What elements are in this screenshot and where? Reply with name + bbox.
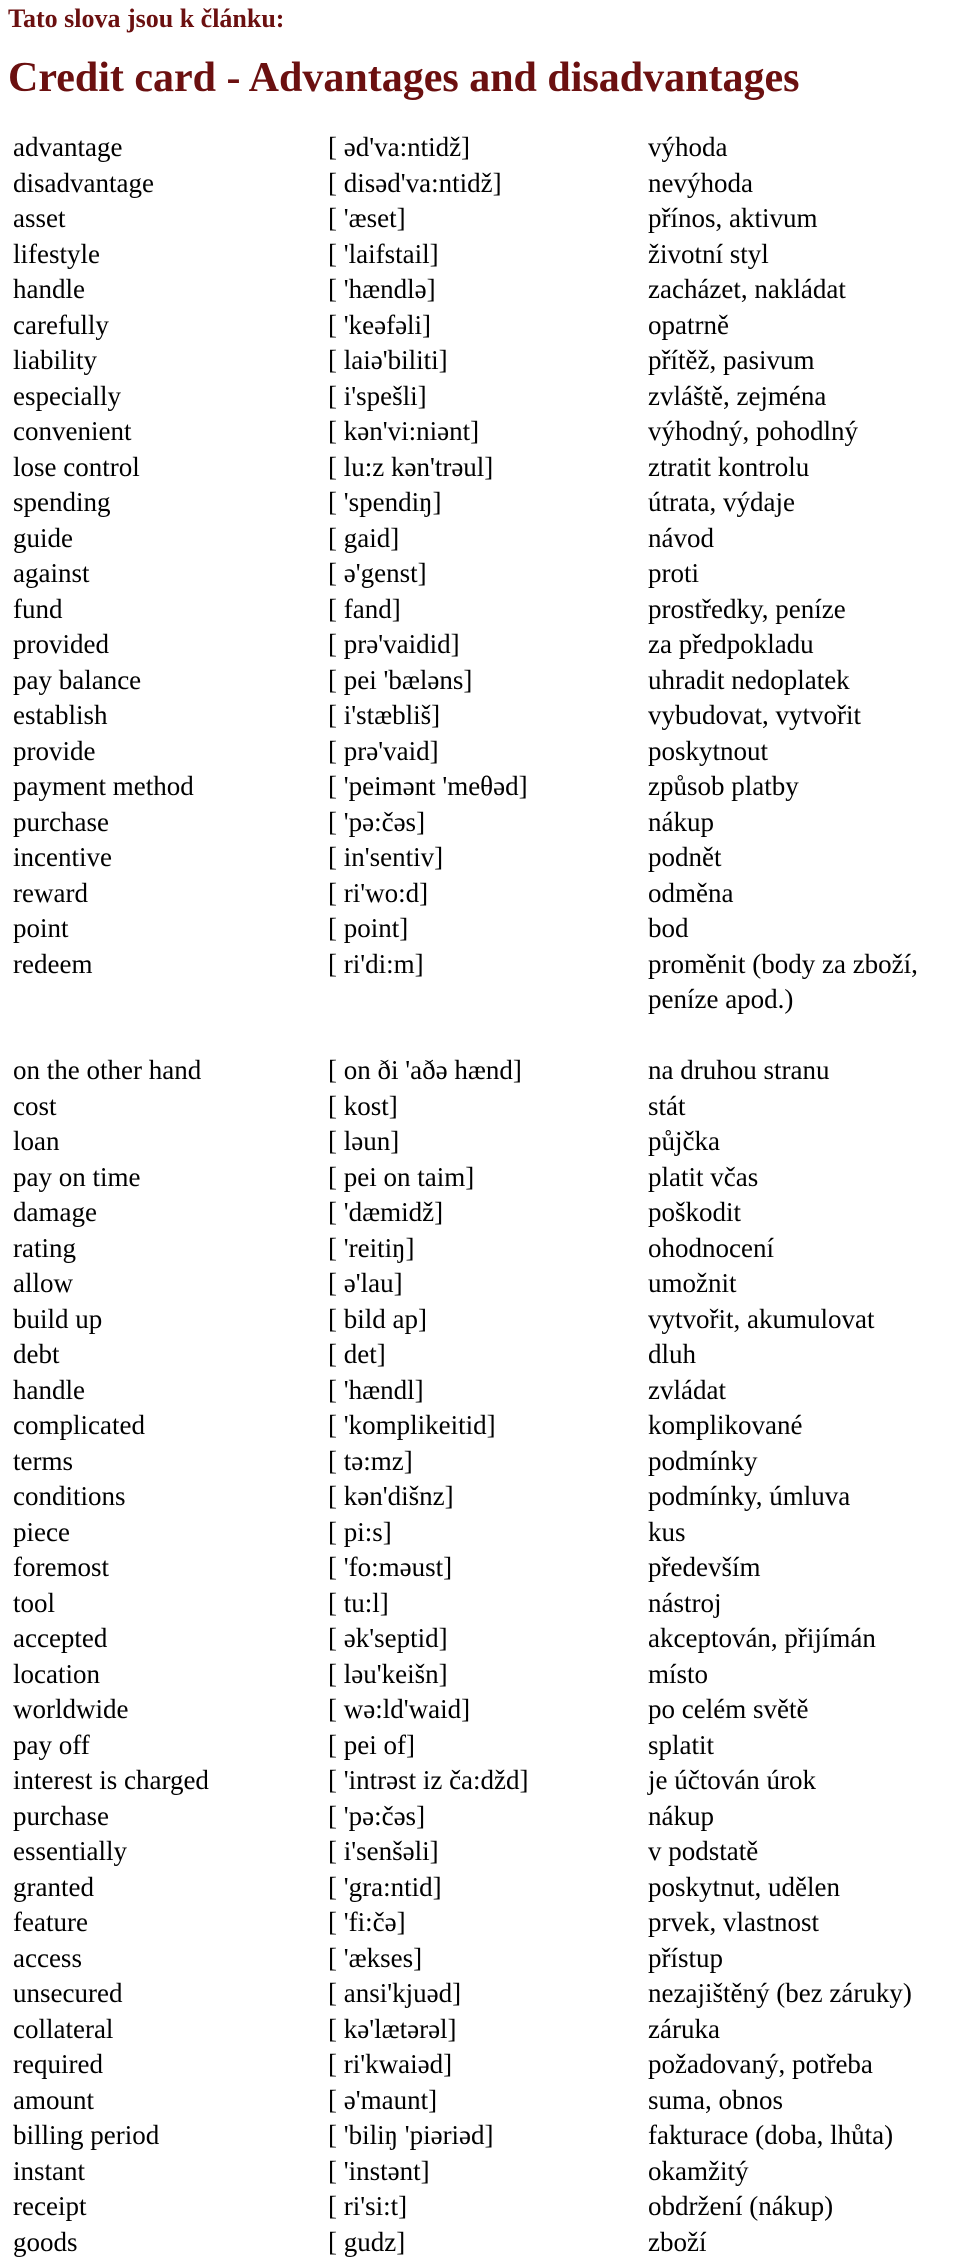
pronunciation: [ disəd'va:ntidž] [315,166,635,202]
pronunciation: [ 'peimənt 'meθəd] [315,769,635,805]
czech-translation: poskytnout [635,734,960,770]
vocab-row [0,521,960,557]
czech-translation: stát [635,1089,960,1125]
english-term: fund [0,592,315,628]
vocab-row [0,556,960,592]
pronunciation: [ pi:s] [315,1515,635,1551]
pronunciation: [ i'spešli] [315,379,635,415]
english-term: tool [0,1586,315,1622]
vocab-row [0,734,960,770]
vocab-row [0,343,960,379]
english-term: reward [0,876,315,912]
czech-translation: po celém světě [635,1692,960,1728]
english-term: pay off [0,1728,315,1764]
english-term: carefully [0,308,315,344]
pronunciation: [ ri'wo:d] [315,876,635,912]
czech-translation: nákup [635,805,960,841]
pronunciation: [ lu:z kən'trəul] [315,450,635,486]
czech-translation: prostředky, peníze [635,592,960,628]
english-term: damage [0,1195,315,1231]
vocab-row [0,1053,960,1089]
czech-translation: zboží [635,2225,960,2260]
english-term: feature [0,1905,315,1941]
pronunciation: [ 'gra:ntid] [315,1870,635,1906]
czech-translation: místo [635,1657,960,1693]
vocab-row [0,1799,960,1835]
english-term: unsecured [0,1976,315,2012]
pronunciation: [ 'hændl] [315,1373,635,1409]
english-term: access [0,1941,315,1977]
czech-translation: vybudovat, vytvořit [635,698,960,734]
czech-translation: dluh [635,1337,960,1373]
pronunciation: [ fand] [315,592,635,628]
czech-translation: vytvořit, akumulovat [635,1302,960,1338]
english-term: pay balance [0,663,315,699]
czech-translation: zvládat [635,1373,960,1409]
english-term: goods [0,2225,315,2260]
vocab-row [0,485,960,521]
vocab-row [0,2154,960,2190]
pronunciation: [ gudz] [315,2225,635,2260]
pronunciation: [ bild ap] [315,1302,635,1338]
vocab-row [0,840,960,876]
pronunciation: [ 'biliŋ 'piəriəd] [315,2118,635,2154]
vocab-row [0,2225,960,2260]
vocab-row [0,1231,960,1267]
english-term: cost [0,1089,315,1125]
english-term: spending [0,485,315,521]
czech-translation: kus [635,1515,960,1551]
english-term: debt [0,1337,315,1373]
english-term: foremost [0,1550,315,1586]
czech-translation: nákup [635,1799,960,1835]
czech-translation: podmínky, úmluva [635,1479,960,1515]
pronunciation: [ prə'vaid] [315,734,635,770]
vocab-row [0,1586,960,1622]
english-term: pay on time [0,1160,315,1196]
pronunciation: [ əd'va:ntidž] [315,130,635,166]
czech-translation: uhradit nedoplatek [635,663,960,699]
english-term: build up [0,1302,315,1338]
english-term: against [0,556,315,592]
pronunciation: [ tu:l] [315,1586,635,1622]
vocab-row [0,1266,960,1302]
pronunciation: [ kə'lætərəl] [315,2012,635,2048]
pronunciation: [ 'laifstail] [315,237,635,273]
czech-translation: způsob platby [635,769,960,805]
czech-translation: přítěž, pasivum [635,343,960,379]
vocab-row [0,2118,960,2154]
vocab-row [0,1728,960,1764]
czech-translation: podmínky [635,1444,960,1480]
pronunciation: [ 'reitiŋ] [315,1231,635,1267]
czech-translation: záruka [635,2012,960,2048]
czech-translation: přínos, aktivum [635,201,960,237]
pronunciation: [ ri'si:t] [315,2189,635,2225]
pronunciation: [ 'ækses] [315,1941,635,1977]
czech-translation: poškodit [635,1195,960,1231]
vocab-row [0,1408,960,1444]
czech-translation: odměna [635,876,960,912]
vocabulary-rows [0,130,960,2260]
vocab-row [0,1302,960,1338]
czech-translation: nástroj [635,1586,960,1622]
english-term: terms [0,1444,315,1480]
czech-translation: prvek, vlastnost [635,1905,960,1941]
pronunciation: [ 'intrəst iz ča:džd] [315,1763,635,1799]
english-term: liability [0,343,315,379]
english-term: billing period [0,2118,315,2154]
vocab-row [0,592,960,628]
vocab-row [0,876,960,912]
pronunciation: [ 'fo:məust] [315,1550,635,1586]
vocab-row [0,379,960,415]
vocab-row [0,166,960,202]
czech-translation: ztratit kontrolu [635,450,960,486]
pronunciation: [ 'fi:čə] [315,1905,635,1941]
czech-translation: ohodnocení [635,1231,960,1267]
czech-translation: bod [635,911,960,947]
vocab-row [0,2047,960,2083]
vocab-row [0,1337,960,1373]
czech-translation: za předpokladu [635,627,960,663]
vocab-row [0,2083,960,2119]
english-term: guide [0,521,315,557]
english-term: purchase [0,805,315,841]
vocab-row [0,1905,960,1941]
english-term: point [0,911,315,947]
vocab-row [0,130,960,166]
czech-translation: poskytnut, udělen [635,1870,960,1906]
pronunciation: [ ləu'keišn] [315,1657,635,1693]
pronunciation: [ ləun] [315,1124,635,1160]
pronunciation: [ pei 'bæləns] [315,663,635,699]
english-term: payment method [0,769,315,805]
english-term: asset [0,201,315,237]
english-term: worldwide [0,1692,315,1728]
english-term: rating [0,1231,315,1267]
pronunciation: [ i'stæbliš] [315,698,635,734]
czech-translation: především [635,1550,960,1586]
english-term: receipt [0,2189,315,2225]
czech-translation: návod [635,521,960,557]
czech-translation: půjčka [635,1124,960,1160]
pronunciation: [ ri'kwaiəd] [315,2047,635,2083]
english-term: disadvantage [0,166,315,202]
english-term: incentive [0,840,315,876]
czech-translation: výhoda [635,130,960,166]
pronunciation: [ in'sentiv] [315,840,635,876]
english-term: accepted [0,1621,315,1657]
pronunciation: [ 'komplikeitid] [315,1408,635,1444]
czech-translation: opatrně [635,308,960,344]
page-title: Credit card - Advantages and disadvantages [8,50,799,106]
english-term: establish [0,698,315,734]
pronunciation: [ 'hændlə] [315,272,635,308]
czech-translation: požadovaný, potřeba [635,2047,960,2083]
pronunciation: [ ə'lau] [315,1266,635,1302]
vocab-row [0,1976,960,2012]
czech-translation: suma, obnos [635,2083,960,2119]
pronunciation: [ tə:mz] [315,1444,635,1480]
pronunciation: [ 'keəfəli] [315,308,635,344]
english-term: instant [0,2154,315,2190]
section-spacer [0,1018,960,1054]
english-term: especially [0,379,315,415]
english-term: allow [0,1266,315,1302]
pronunciation: [ ə'genst] [315,556,635,592]
english-term: interest is charged [0,1763,315,1799]
intro-label: Tato slova jsou k článku: [8,2,284,36]
pronunciation: [ wə:ld'waid] [315,1692,635,1728]
english-term: required [0,2047,315,2083]
czech-translation: akceptován, přijímán [635,1621,960,1657]
english-term: conditions [0,1479,315,1515]
pronunciation: [ ansi'kjuəd] [315,1976,635,2012]
vocab-row [0,1160,960,1196]
czech-translation: je účtován úrok [635,1763,960,1799]
czech-translation: zvláště, zejména [635,379,960,415]
czech-translation: komplikované [635,1408,960,1444]
pronunciation: [ i'senšəli] [315,1834,635,1870]
czech-translation: fakturace (doba, lhůta) [635,2118,960,2154]
pronunciation: [ kən'vi:niənt] [315,414,635,450]
pronunciation: [ point] [315,911,635,947]
pronunciation: [ gaid] [315,521,635,557]
pronunciation: [ 'æset] [315,201,635,237]
pronunciation: [ ri'di:m] [315,947,635,1018]
vocab-row [0,698,960,734]
pronunciation: [ 'pə:čəs] [315,1799,635,1835]
vocab-row [0,1444,960,1480]
pronunciation: [ det] [315,1337,635,1373]
vocab-row [0,450,960,486]
pronunciation: [ pei of] [315,1728,635,1764]
vocab-row [0,1657,960,1693]
english-term: handle [0,272,315,308]
english-term: complicated [0,1408,315,1444]
pronunciation: [ 'pə:čəs] [315,805,635,841]
vocab-row [0,1834,960,1870]
vocab-row [0,1124,960,1160]
vocab-row [0,1941,960,1977]
czech-translation: přístup [635,1941,960,1977]
pronunciation: [ laiə'biliti] [315,343,635,379]
english-term: on the other hand [0,1053,315,1089]
czech-translation: výhodný, pohodlný [635,414,960,450]
vocab-row [0,2012,960,2048]
czech-translation: podnět [635,840,960,876]
pronunciation: [ ə'maunt] [315,2083,635,2119]
czech-translation: umožnit [635,1266,960,1302]
czech-translation: nezajištěný (bez záruky) [635,1976,960,2012]
english-term: lose control [0,450,315,486]
vocab-row [0,805,960,841]
english-term: redeem [0,947,315,1018]
english-term: purchase [0,1799,315,1835]
vocab-row [0,2189,960,2225]
vocab-row [0,1692,960,1728]
vocab-row [0,1621,960,1657]
english-term: handle [0,1373,315,1409]
czech-translation: zacházet, nakládat [635,272,960,308]
czech-translation: splatit [635,1728,960,1764]
vocab-row [0,947,960,1018]
vocab-row [0,1479,960,1515]
pronunciation: [ 'dæmidž] [315,1195,635,1231]
vocab-row [0,627,960,663]
czech-translation: nevýhoda [635,166,960,202]
english-term: location [0,1657,315,1693]
english-term: provide [0,734,315,770]
english-term: advantage [0,130,315,166]
pronunciation: [ kən'dišnz] [315,1479,635,1515]
english-term: loan [0,1124,315,1160]
english-term: convenient [0,414,315,450]
english-term: granted [0,1870,315,1906]
vocab-row [0,1550,960,1586]
pronunciation: [ prə'vaidid] [315,627,635,663]
czech-translation: platit včas [635,1160,960,1196]
pronunciation: [ kost] [315,1089,635,1125]
vocab-row [0,1763,960,1799]
vocab-row [0,1515,960,1551]
czech-translation: útrata, výdaje [635,485,960,521]
pronunciation: [ 'spendiŋ] [315,485,635,521]
english-term: lifestyle [0,237,315,273]
pronunciation: [ on ði 'aðə hænd] [315,1053,635,1089]
czech-translation: v podstatě [635,1834,960,1870]
pronunciation: [ ək'septid] [315,1621,635,1657]
english-term: piece [0,1515,315,1551]
czech-translation: na druhou stranu [635,1053,960,1089]
vocab-row [0,1195,960,1231]
vocab-row [0,911,960,947]
vocab-row [0,237,960,273]
english-term: amount [0,2083,315,2119]
czech-translation: proti [635,556,960,592]
vocabulary-table [0,130,960,2260]
vocab-row [0,1373,960,1409]
vocab-row [0,769,960,805]
vocab-row [0,201,960,237]
czech-translation: proměnit (body za zboží, peníze apod.) [635,947,960,1018]
vocab-row [0,272,960,308]
vocab-row [0,308,960,344]
english-term: provided [0,627,315,663]
english-term: collateral [0,2012,315,2048]
english-term: essentially [0,1834,315,1870]
czech-translation: obdržení (nákup) [635,2189,960,2225]
pronunciation: [ pei on taim] [315,1160,635,1196]
vocab-row [0,1870,960,1906]
vocab-row [0,663,960,699]
vocab-row [0,1089,960,1125]
vocab-row [0,414,960,450]
czech-translation: životní styl [635,237,960,273]
czech-translation: okamžitý [635,2154,960,2190]
pronunciation: [ 'instənt] [315,2154,635,2190]
